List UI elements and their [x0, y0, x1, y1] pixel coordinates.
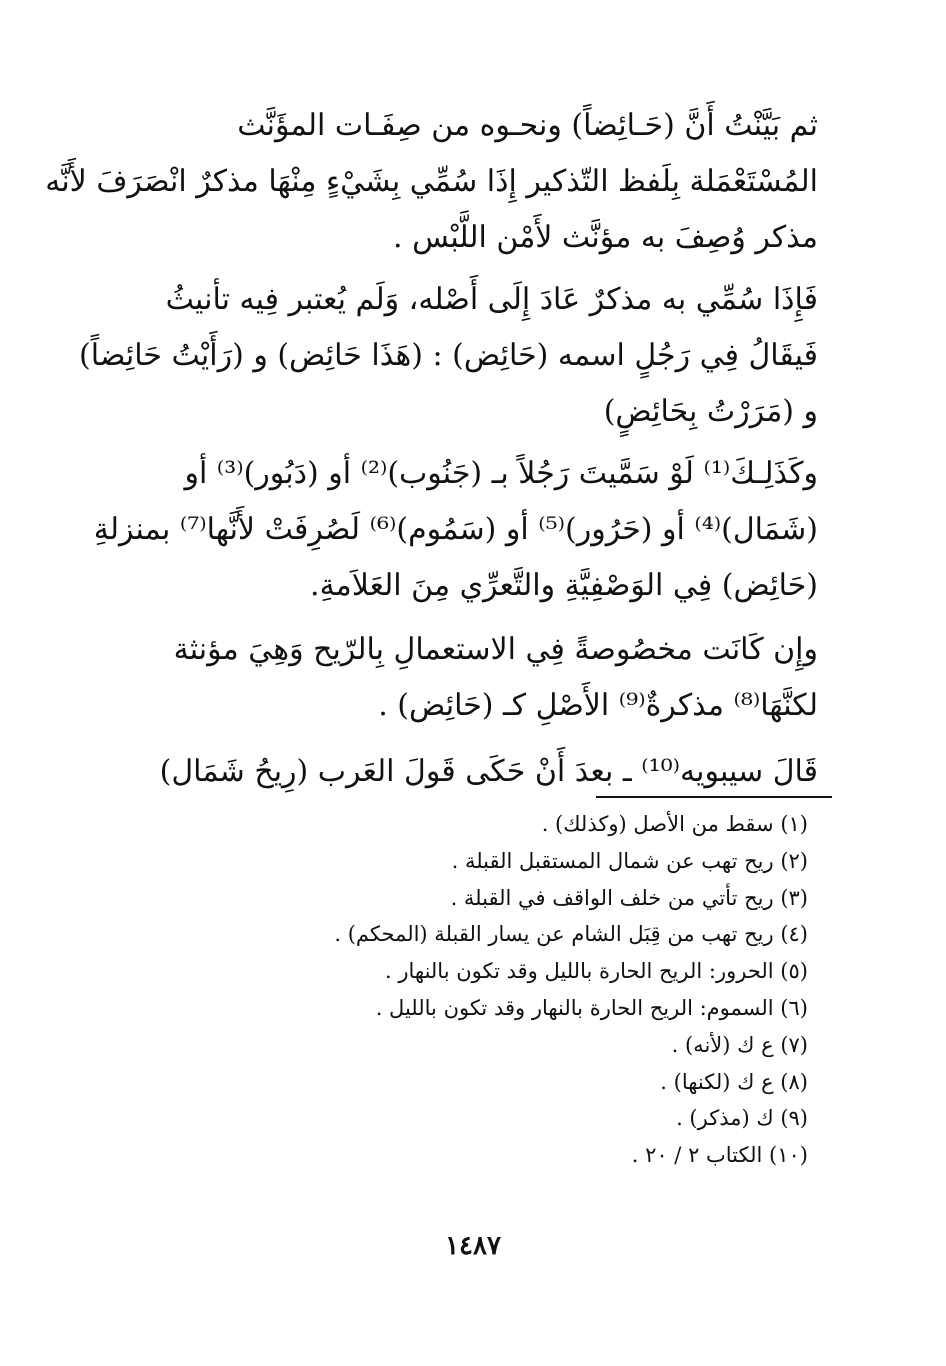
- text-line: ثم بَيَّنْتُ أَنَّ (حَـائِضاً) ونحـوه من صِفَـات المؤَنَّث: [237, 108, 818, 143]
- text-line: (حَائِض) فِي الوَصْفِيَّةِ والتَّعرِّي مِنَ العَلاَمةِ.: [310, 568, 818, 603]
- footnote-7: (٧) ع ك (لأنه) .: [671, 1032, 808, 1057]
- footnote-10: (١٠) الكتاب ٢ / ٢٠ .: [631, 1143, 808, 1168]
- footnote-3: (٣) ريح تأتي من خلف الواقف في القبلة .: [450, 885, 808, 910]
- paragraph-1: [45, 98, 818, 266]
- paragraph-4: [128, 622, 818, 734]
- footnote-2: (٢) ريح تهب عن شمال المستقبل القبلة .: [451, 848, 808, 873]
- text-line: فَيقَالُ فِي رَجُلٍ اسمه (حَائِض) : (هَذَا حَائِض) و (رَأَيْتُ حَائِضاً): [79, 338, 818, 373]
- text-line: (شَمَال)⁽⁴⁾ أو (حَرُور)⁽⁵⁾ أو (سَمُوم)⁽⁶⁾ لَصُرِفَتْ لأَنَّها⁽⁷⁾ بمنزلةِ: [93, 512, 818, 547]
- text-line: قَالَ سيبويه⁽¹⁰⁾ ـ بعدَ أَنْ حَكَى قَولَ العَرب (رِيحُ شَمَال): [159, 754, 818, 789]
- footnote-1: (١) سقط من الأصل (وكذلك) .: [541, 812, 808, 836]
- paragraph-2: [79, 272, 818, 440]
- footnote-6: (٦) السموم: الريح الحارة بالنهار وقد تكون بالليل .: [375, 995, 808, 1020]
- page-number: ١٤٨٧: [445, 1231, 501, 1261]
- footnotes: [300, 806, 808, 1174]
- paragraph-5: [128, 744, 818, 800]
- text-line: لكنَّهَا⁽⁸⁾ مذكرةٌ⁽⁹⁾ الأَصْلِ كـ (حَائِض) .: [378, 688, 818, 723]
- text-line: فَإِذَا سُمِّي به مذكرٌ عَادَ إِلَى أَصْله، وَلَم يُعتبر فِيه تأنيثُ: [165, 282, 818, 317]
- text-line: و (مَرَرْتُ بِحَائِضٍ): [603, 394, 818, 429]
- footnote-8: (٨) ع ك (لكنها) .: [660, 1069, 808, 1094]
- footnote-9: (٩) ك (مذكر) .: [676, 1106, 808, 1131]
- footnote-5: (٥) الحرور: الريح الحارة بالليل وقد تكون بالنهار .: [385, 959, 808, 984]
- text-line: المُسْتَعْمَلة بِلَفظ التّذكير إِذَا سُمِّي بِشَيْءٍ مِنْهَا مذكرٌ انْصَرَفَ لأَنَّه: [45, 164, 818, 199]
- text-line: وكَذَلِـكَ⁽¹⁾ لَوْ سَمَّيتَ رَجُلاً بـ (جَنُوب)⁽²⁾ أو (دَبُور)⁽³⁾ أو: [184, 456, 818, 491]
- footnote-separator: [596, 796, 832, 798]
- text-line: وإِن كَانَت مخصُوصةً فِي الاستعمالِ بِالرّيح وَهِيَ مؤنثة: [173, 632, 818, 667]
- paragraph-3: [93, 446, 818, 614]
- text-line: مذكر وُصِفَ به مؤنَّث لأَمْن اللَّبْس .: [393, 220, 818, 255]
- footnote-4: (٤) ريح تهب من قِبَل الشام عن يسار القبلة (المحكم) .: [334, 922, 808, 947]
